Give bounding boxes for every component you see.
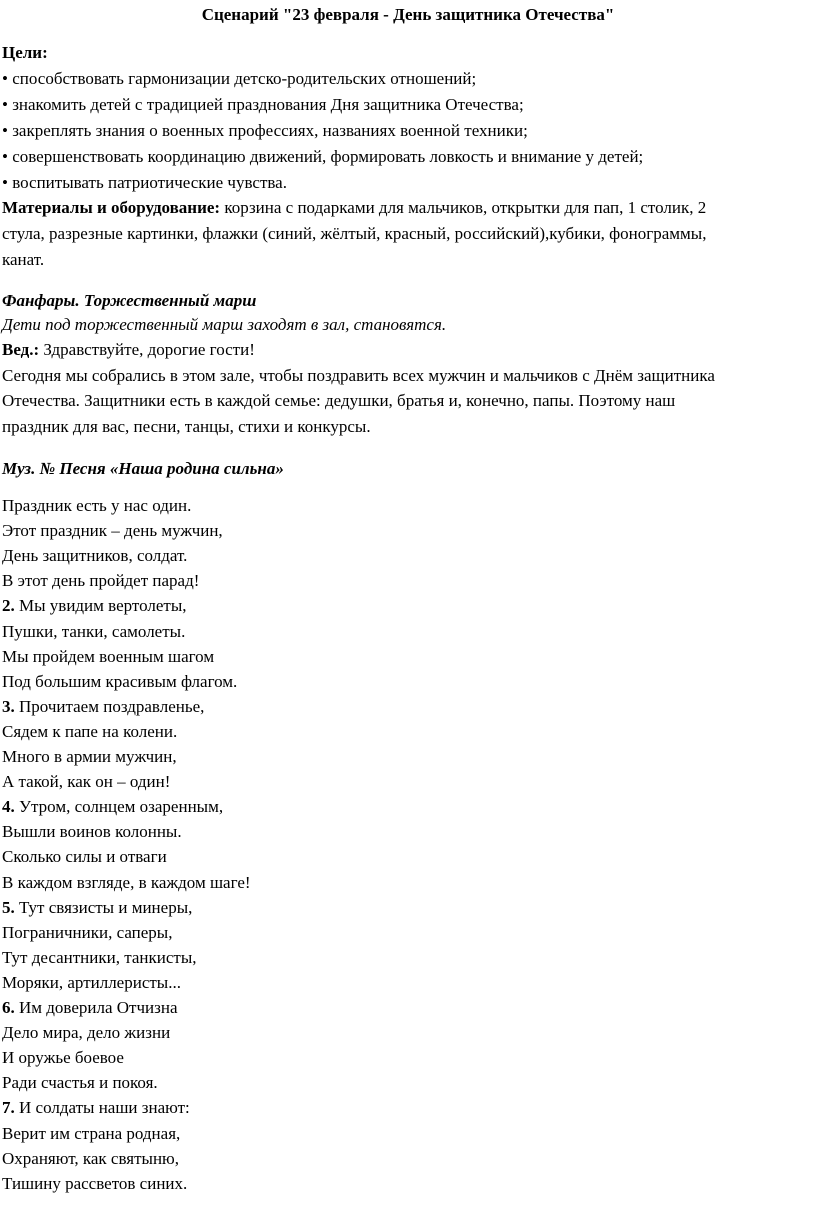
poem-line-text: И солдаты наши знают: [14, 1098, 190, 1117]
poem-line-text: Этот праздник – день мужчин, [2, 521, 223, 540]
goal-item: • способствовать гармонизации детско-родительских отношений; [2, 69, 477, 88]
materials-paragraph [2, 197, 706, 219]
verse-number: 4. [2, 797, 15, 816]
poem-line-text: Много в армии мужчин, [2, 747, 177, 766]
poem-line [2, 972, 181, 994]
goal-item: • воспитывать патриотические чувства. [2, 173, 287, 192]
host-speech-line: праздник для вас, песни, танцы, стихи и конкурсы. [2, 417, 371, 436]
poem-line-text: Утром, солнцем озаренным, [14, 797, 224, 816]
poem-line-text: Праздник есть у нас один. [2, 496, 192, 515]
verse-number: 5. [2, 898, 15, 917]
poem-line-text: Пограничники, саперы, [2, 923, 173, 942]
poem-line [2, 1047, 124, 1069]
greeting-text: Здравствуйте, дорогие гости! [39, 340, 255, 359]
poem-line-text: Ради счастья и покоя. [2, 1073, 158, 1092]
poem-line [2, 947, 197, 969]
poem-line [2, 721, 177, 743]
materials-line: стула, разрезные картинки, флажки (синий, жёлтый, красный, российский),кубики, фонограммы, [2, 224, 707, 243]
poem-line [2, 671, 237, 693]
poem-line-text: В этот день пройдет парад! [2, 571, 200, 590]
poem-line-text: Сколько силы и отваги [2, 847, 167, 866]
poem-line-text: Под большим красивым флагом. [2, 672, 238, 691]
poem-line-text: День защитников, солдат. [2, 546, 188, 565]
materials-line: канат. [2, 250, 45, 269]
verse-number: 3. [2, 697, 15, 716]
song-heading-text: Муз. № Песня «Наша родина сильна» [2, 459, 284, 478]
goals-heading-text: Цели: [2, 43, 48, 62]
verse-number: 2. [2, 596, 15, 615]
poem-line-text: Мы пройдем военным шагом [2, 647, 215, 666]
poem-line-text: Дело мира, дело жизни [2, 1023, 171, 1042]
poem-line [2, 796, 223, 818]
host-speech-line: Сегодня мы собрались в этом зале, чтобы поздравить всех мужчин и мальчиков с Днём защитника [2, 366, 715, 385]
poem-line [2, 696, 204, 718]
poem-line [2, 821, 182, 843]
host-speech-line: Отечества. Защитники есть в каждой семье: дедушки, братья и, конечно, папы. Поэтому наш [2, 391, 676, 410]
document-title: Сценарий "23 февраля - День защитника Отечества" [201, 5, 615, 24]
poem-line-text: В каждом взгляде, в каждом шаге! [2, 873, 251, 892]
poem-line-text: Пушки, танки, самолеты. [2, 622, 186, 641]
poem-line-text: Тут связисты и минеры, [14, 898, 193, 917]
poem-line-text: Тут десантники, танкисты, [2, 948, 197, 967]
goal-item: • знакомить детей с традицией празднования Дня защитника Отечества; [2, 95, 524, 114]
fanfare-heading [2, 290, 256, 312]
poem-line [2, 545, 187, 567]
verse-number: 6. [2, 998, 15, 1017]
poem-line [2, 1148, 179, 1170]
poem-line [2, 595, 187, 617]
stage-direction-text: Дети под торжественный марш заходят в зал, становятся. [2, 315, 447, 334]
goal-item: • совершенствовать координацию движений, формировать ловкость и внимание у детей; [2, 147, 644, 166]
poem-line [2, 570, 199, 592]
poem-line [2, 495, 191, 517]
goal-item: • закреплять знания о военных профессиях, названиях военной техники; [2, 121, 528, 140]
poem-line-text: Тишину рассветов синих. [2, 1174, 188, 1193]
poem-line-text: Мы увидим вертолеты, [14, 596, 187, 615]
stage-direction [2, 314, 446, 336]
poem-line [2, 846, 167, 868]
song-heading [2, 458, 284, 480]
goals-heading [2, 42, 48, 64]
poem-line-text: Верит им страна родная, [2, 1124, 181, 1143]
verse-number: 7. [2, 1098, 15, 1117]
poem-line-text: А такой, как он – один! [2, 772, 171, 791]
poem-line [2, 1123, 180, 1145]
host-greeting [2, 339, 255, 361]
poem-line [2, 1173, 187, 1195]
materials-text: корзина с подарками для мальчиков, открытки для пап, 1 столик, 2 [220, 198, 707, 217]
host-label: Вед.: [2, 340, 40, 359]
poem-line-text: Охраняют, как святыню, [2, 1149, 179, 1168]
poem-line-text: Вышли воинов колонны. [2, 822, 182, 841]
poem-line [2, 872, 251, 894]
poem-line [2, 922, 172, 944]
materials-label: Материалы и оборудование: [2, 198, 221, 217]
poem-line-text: Моряки, артиллеристы... [2, 973, 181, 992]
poem-line [2, 1072, 158, 1094]
poem-line [2, 897, 192, 919]
poem-line-text: И оружье боевое [2, 1048, 124, 1067]
poem-line [2, 621, 185, 643]
poem-line [2, 746, 177, 768]
poem-line [2, 1097, 190, 1119]
poem-line [2, 646, 214, 668]
poem-line [2, 1022, 170, 1044]
poem-line [2, 520, 223, 542]
poem-line-text: Прочитаем поздравленье, [14, 697, 205, 716]
fanfare-heading-text: Фанфары. Торжественный марш [2, 291, 257, 310]
poem-line [2, 997, 178, 1019]
poem-line [2, 771, 170, 793]
poem-line-text: Сядем к папе на колени. [2, 722, 178, 741]
poem-line-text: Им доверила Отчизна [14, 998, 178, 1017]
